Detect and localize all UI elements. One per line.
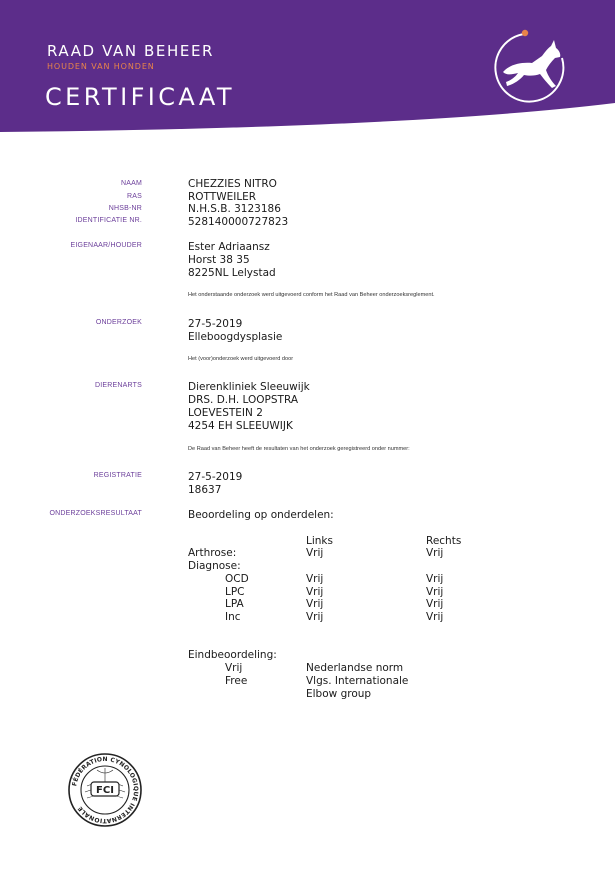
label-eigenaar: EIGENAAR/HOUDER xyxy=(70,242,142,249)
dog-breed: ROTTWEILER xyxy=(188,191,257,203)
label-onderzoek: ONDERZOEK xyxy=(95,319,142,326)
owner-city: 8225NL Lelystad xyxy=(188,267,276,279)
label-nhsb: NHSB-NR xyxy=(108,205,142,212)
fci-seal-text: FÉDÉRATION CYNOLOGIQUE INTERNATIONALE xyxy=(71,755,140,825)
label-dierenarts: DIERENARTS xyxy=(95,382,142,389)
label-identificatie: IDENTIFICATIE NR. xyxy=(75,217,142,224)
final-grade-intl: Free xyxy=(225,675,248,687)
diagnosis-row-name: OCD xyxy=(225,573,249,585)
arthrose-label: Arthrose: xyxy=(188,547,237,559)
dog-identification-number: 528140000727823 xyxy=(188,216,289,228)
diagnosis-row-name: LPC xyxy=(225,586,245,598)
regulation-note: Het onderstaande onderzoek werd uitgevoerd conform het Raad van Beheer onderzoeksreglement. xyxy=(188,292,435,298)
organization-tagline: HOUDEN VAN HONDEN xyxy=(47,62,155,71)
diagnosis-row-left: Vrij xyxy=(306,573,324,585)
diagnosis-row-left: Vrij xyxy=(306,586,324,598)
owner-name: Ester Adriaansz xyxy=(188,241,270,253)
diagnosis-row-name: LPA xyxy=(225,598,244,610)
fci-seal-icon xyxy=(67,752,143,828)
certificate-title: CERTIFICAAT xyxy=(45,83,235,111)
dog-jumping-icon xyxy=(488,28,570,110)
vet-address: LOEVESTEIN 2 xyxy=(188,407,263,419)
organization-name: RAAD VAN BEHEER xyxy=(47,42,215,60)
label-onderzoeksresultaat: ONDERZOEKSRESULTAAT xyxy=(49,510,142,517)
dog-name: CHEZZIES NITRO xyxy=(188,178,277,190)
vet-name: DRS. D.H. LOOPSTRA xyxy=(188,394,298,406)
final-norm-intl: Vlgs. Internationale xyxy=(306,675,409,687)
result-heading: Beoordeling op onderdelen: xyxy=(188,509,334,521)
diagnosis-row-left: Vrij xyxy=(306,598,324,610)
exam-type: Elleboogdysplasie xyxy=(188,331,283,343)
diagnosis-row-right: Vrij xyxy=(426,586,444,598)
exam-date: 27-5-2019 xyxy=(188,318,243,330)
final-norm-intl-line2: Elbow group xyxy=(306,688,372,700)
registration-note: De Raad van Beheer heeft de resultaten van het onderzoek geregistreerd onder nummer: xyxy=(188,446,410,452)
arthrose-right: Vrij xyxy=(426,547,444,559)
diagnosis-row-name: Inc xyxy=(225,611,241,623)
column-rechts: Rechts xyxy=(426,535,462,547)
certificate-header xyxy=(0,0,615,132)
diagnose-label: Diagnose: xyxy=(188,560,241,572)
diagnosis-row-right: Vrij xyxy=(426,573,444,585)
dog-nhsb-number: N.H.S.B. 3123186 xyxy=(188,203,281,215)
label-registratie: REGISTRATIE xyxy=(93,472,142,479)
final-norm-nl: Nederlandse norm xyxy=(306,662,404,674)
arthrose-left: Vrij xyxy=(306,547,324,559)
diagnosis-row-right: Vrij xyxy=(426,611,444,623)
label-naam: NAAM xyxy=(120,180,142,187)
fci-seal-abbr: FCI xyxy=(96,785,114,796)
owner-address: Horst 38 35 xyxy=(188,254,250,266)
registration-date: 27-5-2019 xyxy=(188,471,243,483)
registration-number: 18637 xyxy=(188,484,222,496)
final-grade-nl: Vrij xyxy=(225,662,243,674)
vet-city: 4254 EH SLEEUWIJK xyxy=(188,420,293,432)
diagnosis-row-left: Vrij xyxy=(306,611,324,623)
column-links: Links xyxy=(306,535,333,547)
examiner-note: Het (voor)onderzoek werd uitgevoerd door xyxy=(188,356,294,362)
diagnosis-row-right: Vrij xyxy=(426,598,444,610)
label-ras: RAS xyxy=(127,193,142,200)
final-assessment-label: Eindbeoordeling: xyxy=(188,649,277,661)
vet-clinic: Dierenkliniek Sleeuwijk xyxy=(188,381,310,393)
